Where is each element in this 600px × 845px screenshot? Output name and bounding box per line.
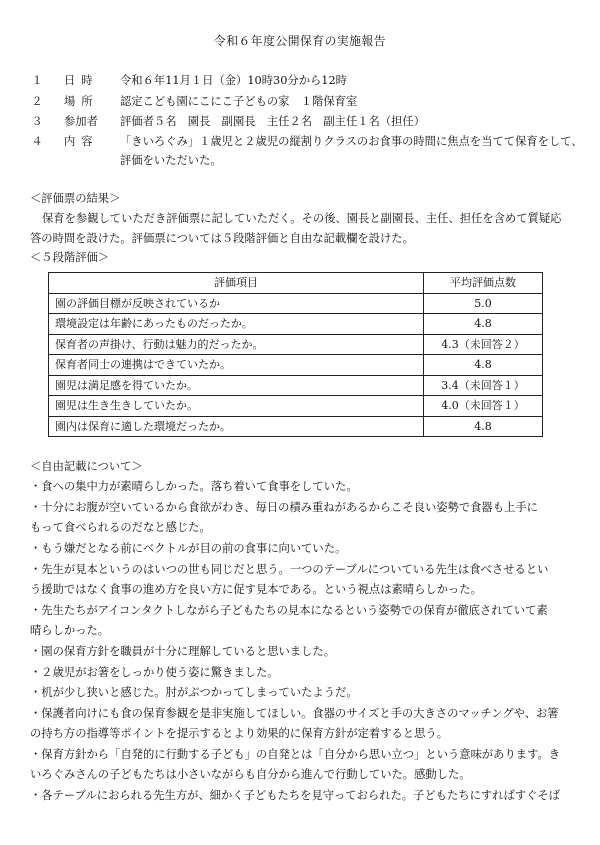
info-label: 参加者: [64, 115, 98, 128]
info-label: 場所: [64, 95, 99, 108]
free-comment-line: ・先生が見本というのはいつの世も同じだと思う。一つのテーブルについている先生は食べさせるとい: [30, 563, 549, 576]
info-content-continuation: 評価をいただいた。: [120, 154, 222, 167]
results-paragraph-line: 答の時間を設けた。評価票については５段階評価と自由な記載欄を設けた。: [30, 232, 414, 245]
free-comment-line: ・食への集中力が素晴らしかった。落ち着いて食事をしていた。: [30, 480, 358, 493]
column-header-score: 平均評価点数: [424, 273, 543, 294]
info-number: ２: [31, 95, 43, 108]
info-label: 内容: [64, 135, 99, 148]
table-row: [49, 355, 543, 376]
info-number: ４: [31, 135, 43, 148]
info-row-participants: [30, 116, 575, 130]
rating-item: 保育者同士の連携はできていたか。: [49, 355, 424, 376]
table-row: [49, 293, 543, 314]
rating-heading: ＜５段階評価＞: [30, 251, 110, 264]
document-title: 令和６年度公開保育の実施報告: [213, 34, 387, 48]
rating-score: 4.8: [424, 314, 543, 335]
results-heading: ＜評価票の結果＞: [30, 192, 121, 205]
table-row: [49, 396, 543, 417]
free-comment-line: ・各テーブルにおられる先生方が、細かく子どもたちを見守っておられた。子どもたちにすればすぐそば: [30, 789, 560, 802]
rating-table: [48, 272, 543, 437]
rating-score: 4.8: [424, 355, 543, 376]
free-comment-line: ・保育方針から「自発的に行動する子ども」の自発とは「自分から思い立つ」という意味があります。き: [30, 748, 561, 761]
table-row: [49, 416, 543, 437]
free-comment-line: ・机が少し狭いと感じた。肘がぶつかってしまっていたようだ。: [30, 686, 358, 699]
free-comment-line: ・２歳児がお箸をしっかり使う姿に驚きました。: [30, 666, 279, 679]
rating-score: 4.0（未回答１）: [424, 396, 543, 417]
info-row-content: [30, 135, 583, 150]
table-row: [49, 375, 543, 396]
rating-score: 4.3（未回答２）: [424, 334, 543, 355]
free-comment-line: いろぐみさんの子どもたちは小さいながらも自分から進んで行動していた。感動した。: [30, 768, 471, 781]
column-header-item: 評価項目: [49, 273, 424, 294]
info-value: 「きいろぐみ」１歳児と２歳児の縦割りクラスのお食事の時間に焦点を当てて保育をして、: [120, 135, 583, 148]
table-row: [49, 314, 543, 335]
info-label: 日時: [64, 74, 99, 87]
rating-score: 4.8: [424, 416, 543, 437]
results-paragraph-line: 保育を参観していただき評価票に記していただく。その後、園長と副園長、主任、担任を含めて質疑応: [42, 212, 562, 225]
free-comment-line: 晴らしかった。: [30, 624, 110, 637]
free-comment-line: ・十分にお腹が空いているから食欲がわき、毎日の積み重ねがあるからこそ良い姿勢で食器も上手に: [30, 501, 538, 514]
free-comment-line: ・もう嫌だとなる前にベクトルが目の前の食事に向いていた。: [30, 542, 347, 555]
info-row-date: [30, 75, 575, 89]
rating-item: 保育者の声掛け、行動は魅力的だったか。: [49, 334, 424, 355]
rating-score: 5.0: [424, 293, 543, 314]
rating-item: 園児は満足感を得ていたか。: [49, 375, 424, 396]
free-comments-heading: ＜自由記載について＞: [30, 460, 143, 473]
rating-score: 3.4（未回答１）: [424, 375, 543, 396]
free-comment-line: ・保護者向けにも食の保育参観を是非実施してほしい。食器のサイズと手の大きさのマッチングや、お箸: [30, 707, 559, 720]
table-row: [49, 334, 543, 355]
info-value: 評価者５名 園長 副園長 主任２名 副主任１名（担任）: [120, 115, 426, 128]
info-number: ３: [31, 115, 43, 128]
table-header-row: [49, 273, 543, 294]
rating-item: 園の評価目標が反映されているか: [49, 293, 424, 314]
free-comment-line: もって食べられるのだなと感じた。: [30, 521, 211, 534]
free-comment-line: ・園の保育方針を職員が十分に理解していると思いました。: [30, 645, 336, 658]
free-comment-line: う援助ではなく食事の進め方を良い方に促す見本である。という視点は素晴らしかった。: [30, 583, 482, 596]
info-value: 認定こども園にこにこ子どもの家 １階保育室: [120, 95, 358, 108]
rating-item: 園児は生き生きしていたか。: [49, 396, 424, 417]
free-comment-line: の持ち方の指導等ポイントを提示するとより効果的に保育方針が定着すると思う。: [30, 727, 448, 740]
info-value: 令和６年11月１日（金）10時30分から12時: [120, 74, 347, 87]
info-number: １: [31, 74, 43, 87]
rating-item: 環境設定は年齢にあったものだったか。: [49, 314, 424, 335]
info-row-place: [30, 96, 575, 110]
free-comment-line: ・先生たちがアイコンタクトしながら子どもたちの見本になるという姿勢での保育が徹底されていて素: [30, 604, 548, 617]
rating-item: 園内は保育に適した環境だったか。: [49, 416, 424, 437]
